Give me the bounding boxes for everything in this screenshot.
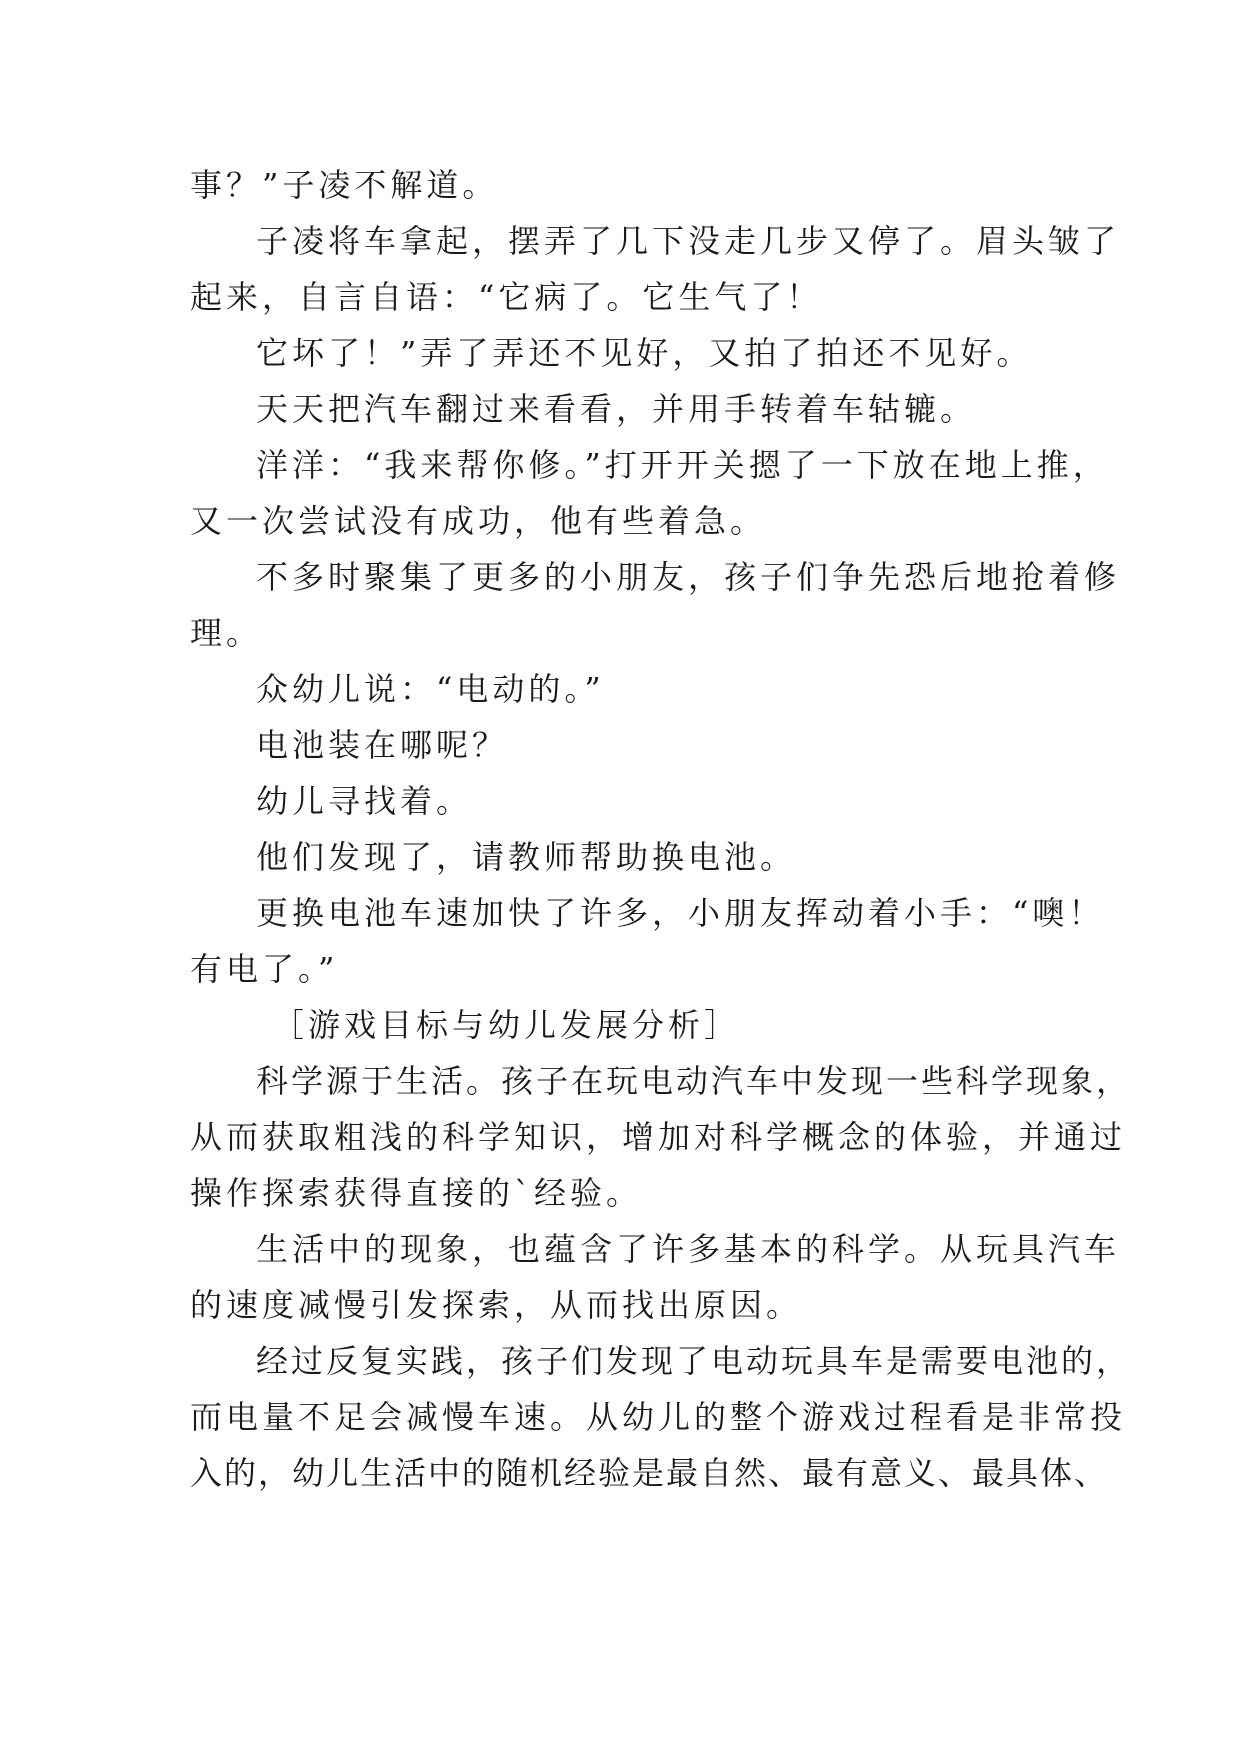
text-line: 经过反复实践，孩子们发现了电动玩具车是需要电池的， — [256, 1342, 1132, 1380]
text-line: 科学源于生活。孩子在玩电动汽车中发现一些科学现象， — [256, 1062, 1132, 1100]
text-line: 事？”子凌不解道。 — [190, 166, 499, 204]
text-line: 又一次尝试没有成功，他有些着急。 — [190, 502, 767, 540]
text-line: 从而获取粗浅的科学知识，增加对科学概念的体验，并通过 — [190, 1118, 1127, 1156]
text-line: 它坏了！”弄了弄还不见好，又拍了拍还不见好。 — [256, 334, 1033, 372]
text-line: 众幼儿说：“电动的。” — [256, 670, 605, 708]
text-line: 天天把汽车翻过来看看，并用手转着车轱辘。 — [256, 390, 977, 428]
text-line: 幼儿寻找着。 — [256, 782, 473, 820]
section-heading: ［游戏目标与幼儿发展分析］ — [272, 1006, 741, 1044]
text-line: 更换电池车速加快了许多，小朋友挥动着小手：“噢！ — [256, 894, 1105, 932]
text-line: 生活中的现象，也蕴含了许多基本的科学。从玩具汽车 — [256, 1230, 1121, 1268]
text-line: 而电量不足会减慢车速。从幼儿的整个游戏过程看是非常投 — [190, 1398, 1127, 1436]
text-line: 电池装在哪呢？ — [256, 726, 509, 764]
text-line: 不多时聚集了更多的小朋友，孩子们争先恐后地抢着修 — [256, 558, 1121, 596]
text-line: 入的，幼儿生活中的随机经验是最自然、最有意义、最具体、 — [190, 1454, 1109, 1492]
text-line: 他们发现了，请教师帮助换电池。 — [256, 838, 797, 876]
text-line: 操作探索获得直接的`经验。 — [190, 1174, 643, 1212]
text-line: 起来，自言自语：“它病了。它生气了！ — [190, 278, 823, 316]
text-line: 理。 — [190, 614, 263, 652]
text-line: 有电了。” — [190, 950, 339, 988]
text-line: 子凌将车拿起，摆弄了几下没走几步又停了。眉头皱了 — [256, 222, 1121, 260]
text-line: 的速度减慢引发探索，从而找出原因。 — [190, 1286, 803, 1324]
text-line: 洋洋：“我来帮你修。”打开开关摁了一下放在地上推， — [256, 446, 1109, 484]
